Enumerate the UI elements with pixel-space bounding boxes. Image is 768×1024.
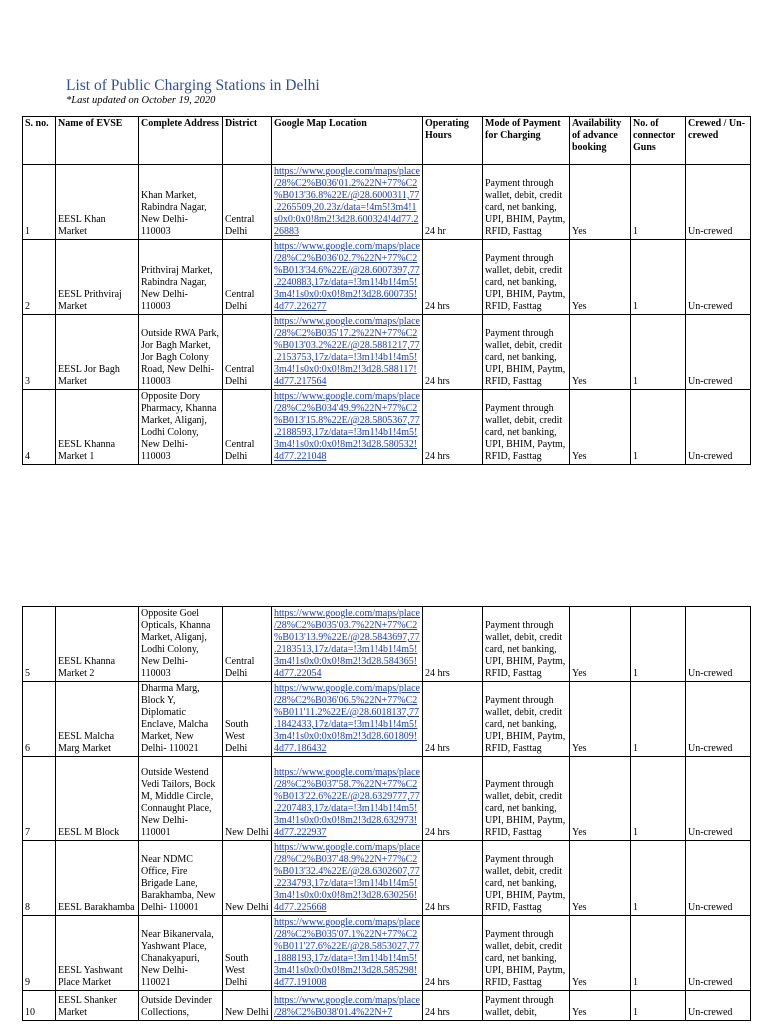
cell-payment: Payment through wallet, debit, credit card, net banking, UPI, BHIM, Paytm, RFID, Fasttag	[483, 607, 570, 682]
cell-guns: 1	[631, 757, 686, 841]
cell-district: Central Delhi	[223, 315, 272, 390]
cell-advance: Yes	[570, 757, 631, 841]
cell-advance: Yes	[570, 240, 631, 315]
cell-map	[272, 165, 423, 240]
table-header-row	[23, 117, 751, 165]
cell-guns: 1	[631, 991, 686, 1021]
cell-crewed: Un-crewed	[686, 991, 751, 1021]
cell-address: Outside Westend Vedi Tailors, Bock M, Middle Circle, Connaught Place, New Delhi- 110001	[139, 757, 223, 841]
cell-payment: Payment through wallet, debit, credit card, net banking, UPI, BHIM, Paytm, RFID, Fasttag	[483, 240, 570, 315]
cell-payment: Payment through wallet, debit, credit card, net banking, UPI, BHIM, Paytm, RFID, Fasttag	[483, 841, 570, 916]
map-link[interactable]: https://www.google.com/maps/place/28%C2%B037'48.9%22N+77%C2%B013'32.4%22E/@28.6302607,77.2234793,17z/data=!3m1!4b1!4m5!3m4!1s0x0:0x0!8m2!3d28.630256!4d77.225668	[274, 842, 420, 913]
cell-guns: 1	[631, 841, 686, 916]
map-link[interactable]: https://www.google.com/maps/place/28%C2%B036'02.7%22N+77%C2%B013'34.6%22E/@28.6007397,77.2240883,17z/data=!3m1!4b1!4m5!3m4!1s0x0:0x0!8m2!3d28.600735!4d77.226277	[274, 241, 420, 312]
table-row	[23, 841, 751, 916]
cell-hours: 24 hrs	[423, 991, 483, 1021]
cell-name: EESL Khan Market	[56, 165, 139, 240]
header-map: Google Map Location	[272, 117, 423, 165]
rows-page-1	[23, 165, 751, 465]
header-district: District	[223, 117, 272, 165]
cell-address: Outside RWA Park, Jor Bagh Market, Jor Bagh Colony Road, New Delhi- 110003	[139, 315, 223, 390]
cell-name: EESL M Block	[56, 757, 139, 841]
cell-address: Dharma Marg, Block Y, Diplomatic Enclave, Malcha Market, New Delhi- 110021	[139, 682, 223, 757]
map-link[interactable]: https://www.google.com/maps/place/28%C2%B036'01.2%22N+77%C2%B013'36.8%22E/@28.6000311,77.2265509,20.23z/data=!4m5!3m4!1s0x0:0x0!8m2!3d28.600324!4d77.226883	[274, 166, 420, 237]
cell-sno: 4	[23, 390, 56, 465]
cell-hours: 24 hrs	[423, 390, 483, 465]
cell-name: EESL Barakhamba	[56, 841, 139, 916]
cell-sno: 3	[23, 315, 56, 390]
cell-address: Near Bikanervala, Yashwant Place, Chanakyapuri, New Delhi- 110021	[139, 916, 223, 991]
table-row	[23, 165, 751, 240]
table-row	[23, 916, 751, 991]
cell-name: EESL Khanna Market 1	[56, 390, 139, 465]
map-link[interactable]: https://www.google.com/maps/place/28%C2%B038'01.4%22N+7	[274, 995, 420, 1018]
map-link[interactable]: https://www.google.com/maps/place/28%C2%B034'49.9%22N+77%C2%B013'15.8%22E/@28.5805367,77.2188593,17z/data=!3m1!4b1!4m5!3m4!1s0x0:0x0!8m2!3d28.580532!4d77.221048	[274, 391, 420, 462]
cell-hours: 24 hrs	[423, 841, 483, 916]
stations-table-page-2	[22, 606, 751, 1021]
cell-map	[272, 757, 423, 841]
table-row	[23, 315, 751, 390]
header-crewed: Crewed / Un-crewed	[686, 117, 751, 165]
header-address: Complete Address	[139, 117, 223, 165]
map-link[interactable]: https://www.google.com/maps/place/28%C2%B035'03.7%22N+77%C2%B013'13.9%22E/@28.5843697,77.2183513,17z/data=!3m1!4b1!4m5!3m4!1s0x0:0x0!8m2!3d28.584365!4d77.22054	[274, 608, 420, 679]
cell-crewed: Un-crewed	[686, 757, 751, 841]
cell-crewed: Un-crewed	[686, 916, 751, 991]
cell-payment: Payment through wallet, debit, credit card, net banking, UPI, BHIM, Paytm, RFID, Fasttag	[483, 315, 570, 390]
cell-advance: Yes	[570, 991, 631, 1021]
map-link[interactable]: https://www.google.com/maps/place/28%C2%B035'17.2%22N+77%C2%B013'03.2%22E/@28.5881217,77.2153753,17z/data=!3m1!4b1!4m5!3m4!1s0x0:0x0!8m2!3d28.588117!4d77.217564	[274, 316, 420, 387]
cell-name: EESL Malcha Marg Market	[56, 682, 139, 757]
cell-map	[272, 390, 423, 465]
cell-name: EESL Prithviraj Market	[56, 240, 139, 315]
cell-address: Khan Market, Rabindra Nagar, New Delhi- 110003	[139, 165, 223, 240]
cell-advance: Yes	[570, 390, 631, 465]
cell-map	[272, 991, 423, 1021]
header-hours: Operating Hours	[423, 117, 483, 165]
cell-hours: 24 hrs	[423, 916, 483, 991]
cell-map	[272, 841, 423, 916]
cell-name: EESL Khanna Market 2	[56, 607, 139, 682]
header-name: Name of EVSE	[56, 117, 139, 165]
cell-hours: 24 hrs	[423, 240, 483, 315]
cell-address: Outside Devinder Collections,	[139, 991, 223, 1021]
stations-table-page-1	[22, 116, 751, 465]
map-link[interactable]: https://www.google.com/maps/place/28%C2%B035'07.1%22N+77%C2%B011'27.6%22E/@28.5853027,77.1888193,17z/data=!3m1!4b1!4m5!3m4!1s0x0:0x0!8m2!3d28.585298!4d77.191008	[274, 917, 420, 988]
cell-sno: 6	[23, 682, 56, 757]
cell-payment: Payment through wallet, debit, credit card, net banking, UPI, BHIM, Paytm, RFID, Fasttag	[483, 916, 570, 991]
cell-address: Prithviraj Market, Rabindra Nagar, New Delhi- 110003	[139, 240, 223, 315]
cell-hours: 24 hrs	[423, 607, 483, 682]
cell-crewed: Un-crewed	[686, 240, 751, 315]
header-payment: Mode of Payment for Charging	[483, 117, 570, 165]
cell-advance: Yes	[570, 607, 631, 682]
document-title: List of Public Charging Stations in Delhi	[66, 77, 320, 94]
cell-map	[272, 607, 423, 682]
cell-payment: Payment through wallet, debit, credit card, net banking, UPI, BHIM, Paytm, RFID, Fasttag	[483, 165, 570, 240]
cell-advance: Yes	[570, 682, 631, 757]
cell-guns: 1	[631, 390, 686, 465]
cell-name: EESL Shanker Market	[56, 991, 139, 1021]
cell-guns: 1	[631, 916, 686, 991]
cell-advance: Yes	[570, 315, 631, 390]
cell-address: Near NDMC Office, Fire Brigade Lane, Barakhamba, New Delhi- 110001	[139, 841, 223, 916]
header-guns: No. of connector Guns	[631, 117, 686, 165]
table-row	[23, 390, 751, 465]
cell-district: South West Delhi	[223, 916, 272, 991]
cell-district: New Delhi	[223, 841, 272, 916]
cell-crewed: Un-crewed	[686, 165, 751, 240]
cell-payment: Payment through wallet, debit, credit card, net banking, UPI, BHIM, Paytm, RFID, Fasttag	[483, 757, 570, 841]
cell-district: Central Delhi	[223, 240, 272, 315]
cell-advance: Yes	[570, 841, 631, 916]
cell-map	[272, 240, 423, 315]
cell-district: Central Delhi	[223, 390, 272, 465]
cell-address: Opposite Dory Pharmacy, Khanna Market, Aliganj, Lodhi Colony, New Delhi- 110003	[139, 390, 223, 465]
cell-hours: 24 hrs	[423, 682, 483, 757]
cell-hours: 24 hrs	[423, 315, 483, 390]
rows-page-2	[23, 607, 751, 1021]
cell-payment: Payment through wallet, debit,	[483, 991, 570, 1021]
table-row	[23, 757, 751, 841]
cell-guns: 1	[631, 165, 686, 240]
cell-guns: 1	[631, 315, 686, 390]
map-link[interactable]: https://www.google.com/maps/place/28%C2%B036'06.5%22N+77%C2%B011'11.2%22E/@28.6018137,77.1842433,17z/data=!3m1!4b1!4m5!3m4!1s0x0:0x0!8m2!3d28.601809!4d77.186432	[274, 683, 420, 754]
map-link[interactable]: https://www.google.com/maps/place/28%C2%B037'58.7%22N+77%C2%B013'22.6%22E/@28.6329777,77.2207483,17z/data=!3m1!4b1!4m5!3m4!1s0x0:0x0!8m2!3d28.632973!4d77.222937	[274, 767, 420, 838]
table-row	[23, 240, 751, 315]
cell-payment: Payment through wallet, debit, credit card, net banking, UPI, BHIM, Paytm, RFID, Fasttag	[483, 390, 570, 465]
cell-address: Opposite Goel Opticals, Khanna Market, Aliganj, Lodhi Colony, New Delhi- 110003	[139, 607, 223, 682]
cell-guns: 1	[631, 240, 686, 315]
cell-crewed: Un-crewed	[686, 315, 751, 390]
cell-crewed: Un-crewed	[686, 682, 751, 757]
cell-map	[272, 315, 423, 390]
cell-crewed: Un-crewed	[686, 390, 751, 465]
cell-crewed: Un-crewed	[686, 607, 751, 682]
cell-hours: 24 hr	[423, 165, 483, 240]
cell-sno: 5	[23, 607, 56, 682]
cell-district: New Delhi	[223, 991, 272, 1021]
cell-guns: 1	[631, 607, 686, 682]
cell-name: EESL Jor Bagh Market	[56, 315, 139, 390]
cell-sno: 8	[23, 841, 56, 916]
table-row	[23, 607, 751, 682]
last-updated-note: *Last updated on October 19, 2020	[66, 95, 216, 106]
header-advance: Availability of advance booking	[570, 117, 631, 165]
table-row	[23, 991, 751, 1021]
cell-district: South West Delhi	[223, 682, 272, 757]
cell-sno: 2	[23, 240, 56, 315]
cell-payment: Payment through wallet, debit, credit card, net banking, UPI, BHIM, Paytm, RFID, Fasttag	[483, 682, 570, 757]
cell-sno: 1	[23, 165, 56, 240]
cell-hours: 24 hrs	[423, 757, 483, 841]
cell-sno: 9	[23, 916, 56, 991]
cell-district: Central Delhi	[223, 607, 272, 682]
cell-advance: Yes	[570, 916, 631, 991]
cell-map	[272, 916, 423, 991]
cell-map	[272, 682, 423, 757]
cell-sno: 10	[23, 991, 56, 1021]
cell-guns: 1	[631, 682, 686, 757]
cell-name: EESL Yashwant Place Market	[56, 916, 139, 991]
cell-sno: 7	[23, 757, 56, 841]
cell-crewed: Un-crewed	[686, 841, 751, 916]
cell-advance: Yes	[570, 165, 631, 240]
cell-district: Central Delhi	[223, 165, 272, 240]
cell-district: New Delhi	[223, 757, 272, 841]
header-sno: S. no.	[23, 117, 56, 165]
table-row	[23, 682, 751, 757]
